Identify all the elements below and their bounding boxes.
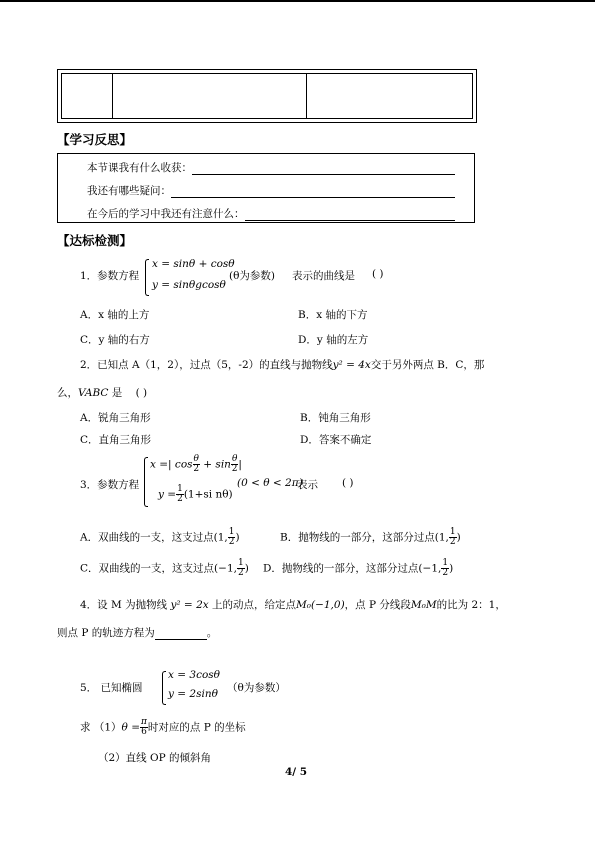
q1-brace <box>145 259 149 296</box>
reflection-line-3 <box>87 206 455 221</box>
reflection-heading: 【学习反思】 <box>57 132 133 147</box>
q4-line-2: 则点 P 的轨迹方程为 。 <box>57 627 218 639</box>
q5-eq-bottom: y = 2sinθ <box>168 688 218 700</box>
q3-stem-suffix: 表示 <box>297 479 318 491</box>
reflection-line-1 <box>87 160 455 175</box>
test-heading: 【达标检测】 <box>57 233 133 248</box>
page-number: 4/ 5 <box>285 766 308 778</box>
q2-option-c: C．直角三角形 <box>80 434 152 446</box>
answer-blank-3[interactable] <box>245 220 455 221</box>
q1-option-d: D．y 轴的左方 <box>298 334 369 346</box>
q2-triangle: VABC <box>78 387 109 399</box>
q3-eq-bottom: y = $\frac{1}{2}$ (1+si nθ) <box>158 484 233 504</box>
q3-range: (0 < θ < 2π) <box>237 477 303 489</box>
q3-answer-paren[interactable]: ( ) <box>342 477 354 489</box>
q2-option-b: B．钝角三角形 <box>300 412 371 424</box>
q4-answer-blank[interactable] <box>155 639 207 640</box>
answer-blank-2[interactable] <box>171 197 455 198</box>
q2-answer-paren[interactable]: ( ) <box>135 387 148 399</box>
q5-brace <box>162 671 166 705</box>
q3-option-b: B．抛物线的一部分，这部分过点(1, $\frac{1}{2}$ ) <box>280 527 461 547</box>
q3-eq-top: x =| cos $\frac{\theta}{2}$ + sin $\frac{\theta}{2}$ | <box>150 454 242 474</box>
q1-option-c: C．y 轴的右方 <box>80 334 150 346</box>
reflection-prompt-1: 本节课我有什么收获： <box>87 162 192 174</box>
reflection-line-2 <box>87 183 455 198</box>
reflection-prompt-2: 我还有哪些疑问： <box>87 185 171 197</box>
q1-param: (θ为参数) <box>229 270 276 282</box>
q5-prefix: 5． 已知椭圆 <box>80 682 143 694</box>
q1-stem-prefix: 1．参数方程 <box>80 270 140 282</box>
q1-eq-top: x = sinθ + cosθ <box>152 258 235 270</box>
q4-parabola: y² = 2x <box>170 599 209 611</box>
q4-point: M₀(−1,0) <box>296 599 345 611</box>
table-column-divider <box>112 74 113 118</box>
q3-brace <box>144 457 148 507</box>
table-inner-border <box>61 73 473 119</box>
q5-part-2: （2）直线 OP 的倾斜角 <box>98 752 212 764</box>
q1-option-a: A．x 轴的上方 <box>80 309 150 321</box>
q2-line-2: 么，VABC 是 ( ) <box>57 387 148 399</box>
table-column-divider <box>306 74 307 118</box>
q4-segment: M₀M <box>410 599 437 611</box>
q2-line-1: 2．已知点 A（1，2），过点（5，-2）的直线与抛物线y² = 4x交于另外两点 B．C，那 <box>80 359 485 371</box>
q4-line-1: 4．设 M 为抛物线 y² = 2x 上的动点，给定点M₀(−1,0)，点 P 分线段M₀M的比为 2：1， <box>80 599 506 611</box>
q3-stem-prefix: 3．参数方程 <box>80 479 140 491</box>
q3-option-c: C．双曲线的一支，这支过点(−1, $\frac{1}{2}$ ) <box>80 558 249 578</box>
q5-part-1: 求 （1）θ = $\frac{\pi}{6}$ 时对应的点 P 的坐标 <box>80 717 246 737</box>
reflection-prompt-3: 在今后的学习中我还有注意什么： <box>87 208 245 220</box>
answer-blank-1[interactable] <box>192 174 455 175</box>
q5-eq-top: x = 3cosθ <box>168 669 220 681</box>
q1-eq-bottom: y = sinθgcosθ <box>152 279 226 291</box>
q1-stem-suffix: 表示的曲线是 <box>292 270 355 282</box>
q2-option-d: D．答案不确定 <box>300 434 372 446</box>
q3-option-a: A．双曲线的一支，这支过点(1, $\frac{1}{2}$ ) <box>80 527 240 547</box>
q1-option-b: B．x 轴的下方 <box>298 309 368 321</box>
q2-option-a: A．锐角三角形 <box>80 412 151 424</box>
q3-option-d: D．抛物线的一部分，这部分过点(−1, $\frac{1}{2}$ ) <box>263 558 454 578</box>
table-fragment <box>57 69 477 123</box>
q1-answer-paren[interactable]: ( ) <box>372 268 384 280</box>
header-rule <box>0 0 595 2</box>
q2-parabola: y² = 4x <box>332 359 371 371</box>
q5-param: （θ为参数） <box>227 682 286 694</box>
